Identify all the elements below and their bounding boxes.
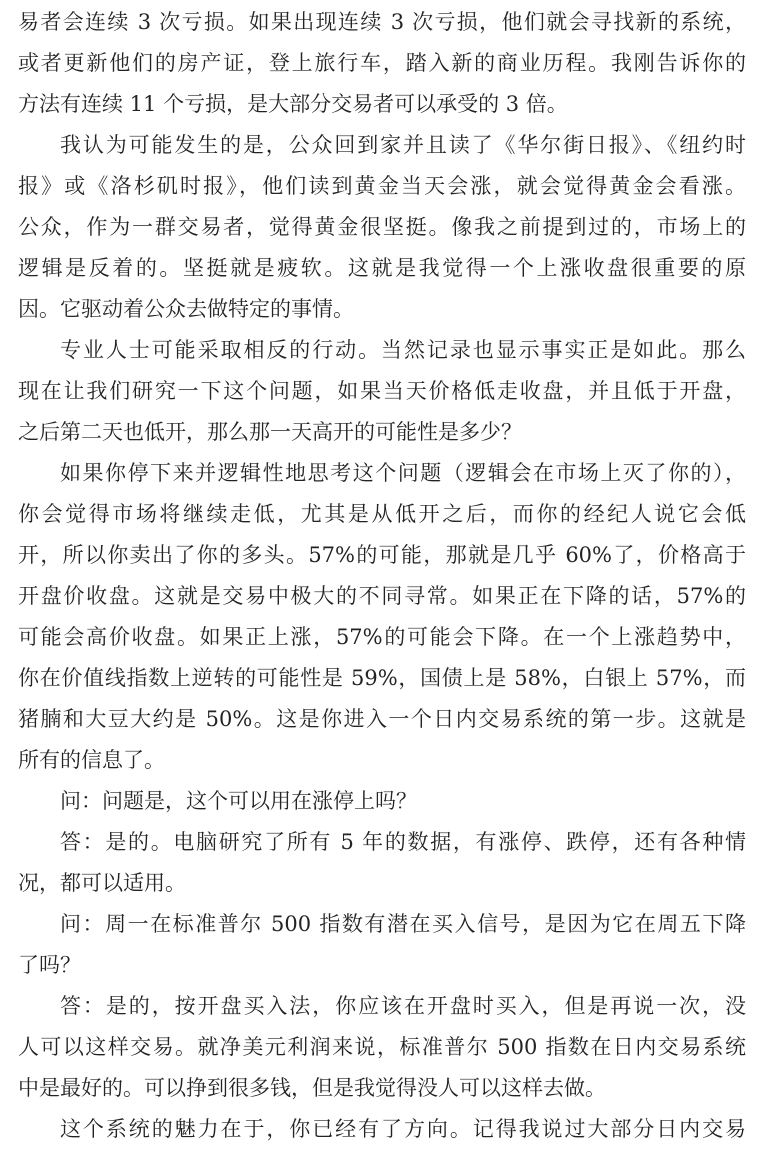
- text-line: 公众，作为一群交易者，觉得黄金很坚挺。像我之前提到过的，市场上的: [18, 215, 746, 239]
- text-line: 开，所以你卖出了你的多头。57%的可能，那就是几乎 60%了，价格高于: [18, 543, 746, 567]
- text-line: 现在让我们研究一下这个问题，如果当天价格低走收盘，并且低于开盘，: [18, 379, 746, 403]
- question-line: 问：问题是，这个可以用在涨停上吗？: [60, 789, 417, 813]
- answer-line: 人可以这样交易。就净美元利润来说，标准普尔 500 指数在日内交易系统: [18, 1035, 746, 1059]
- question-line: 了吗？: [18, 953, 81, 977]
- question-line: 问：周一在标准普尔 500 指数有潜在买入信号，是因为它在周五下降: [60, 912, 746, 936]
- text-line: 方法有连续 11 个亏损，是大部分交易者可以承受的 3 倍。: [18, 92, 568, 116]
- text-line: 报》或《洛杉矶时报》，他们读到黄金当天会涨，就会觉得黄金会看涨。: [18, 174, 746, 198]
- answer-line: 答：是的。电脑研究了所有 5 年的数据，有涨停、跌停，还有各种情: [60, 830, 746, 854]
- text-line: 或者更新他们的房产证，登上旅行车，踏入新的商业历程。我刚告诉你的: [18, 51, 746, 75]
- answer-line: 中是最好的。可以挣到很多钱，但是我觉得没人可以这样去做。: [18, 1076, 606, 1100]
- text-line: 可能会高价收盘。如果正上涨，57%的可能会下降。在一个上涨趋势中，: [18, 625, 746, 649]
- answer-line: 答：是的，按开盘买入法，你应该在开盘时买入，但是再说一次，没: [60, 994, 746, 1018]
- text-line: 你会觉得市场将继续走低，尤其是从低开之后，而你的经纪人说它会低: [18, 502, 746, 526]
- text-line: 所有的信息了。: [18, 748, 165, 772]
- text-line: 这个系统的魅力在于，你已经有了方向。记得我说过大部分日内交易: [60, 1117, 746, 1141]
- text-line: 专业人士可能采取相反的行动。当然记录也显示事实正是如此。那么: [60, 338, 746, 362]
- text-line: 我认为可能发生的是，公众回到家并且读了《华尔街日报》、《纽约时: [60, 133, 746, 157]
- text-line: 逻辑是反着的。坚挺就是疲软。这就是我觉得一个上涨收盘很重要的原: [18, 256, 746, 280]
- text-line: 猪腩和大豆大约是 50%。这是你进入一个日内交易系统的第一步。这就是: [18, 707, 746, 731]
- text-line: 开盘价收盘。这就是交易中极大的不同寻常。如果正在下降的话，57%的: [18, 584, 746, 608]
- text-line: 你在价值线指数上逆转的可能性是 59%，国债上是 58%，白银上 57%，而: [18, 666, 746, 690]
- text-line: 如果你停下来并逻辑性地思考这个问题（逻辑会在市场上灭了你的），: [60, 461, 746, 485]
- answer-line: 况，都可以适用。: [18, 871, 186, 895]
- text-line: 易者会连续 3 次亏损。如果出现连续 3 次亏损，他们就会寻找新的系统，: [18, 10, 746, 34]
- text-line: 因。它驱动着公众去做特定的事情。: [18, 297, 354, 321]
- text-line: 之后第二天也低开，那么那一天高开的可能性是多少？: [18, 420, 522, 444]
